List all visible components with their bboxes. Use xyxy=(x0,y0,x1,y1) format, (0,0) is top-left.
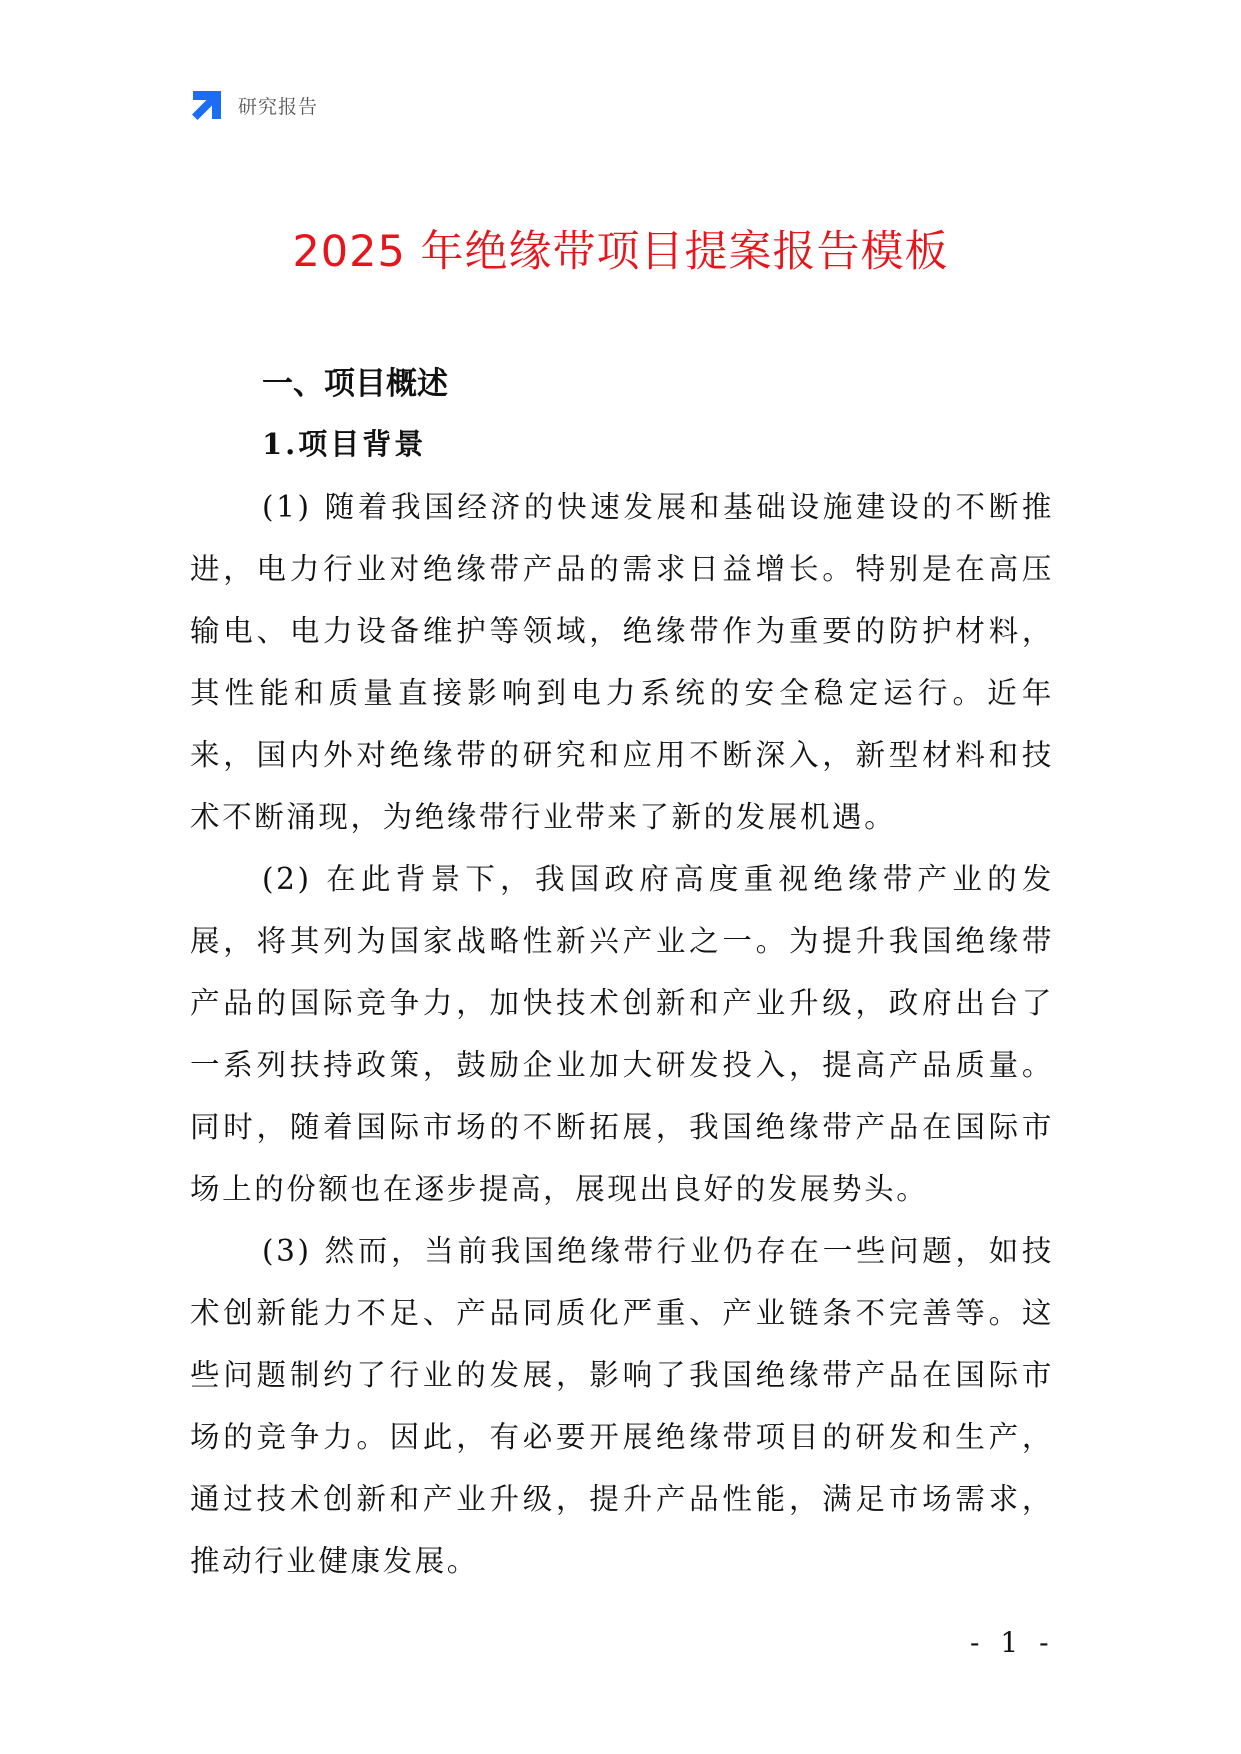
paragraph-1: (1) 随着我国经济的快速发展和基础设施建设的不断推进，电力行业对绝缘带产品的需求日益增长。特别是在高压输电、电力设备维护等领域，绝缘带作为重要的防护材料，其性能和质量直接影响到电力系统的安全稳定运行。近年来，国内外对绝缘带的研究和应用不断深入，新型材料和技术不断涌现，为绝缘带行业带来了新的发展机遇。 xyxy=(190,490,1054,834)
document-title: 2025 年绝缘带项目提案报告模板 xyxy=(292,227,949,277)
section-heading: 一、项目概述 xyxy=(262,366,448,402)
paragraph-2: (2) 在此背景下，我国政府高度重视绝缘带产业的发展，将其列为国家战略性新兴产业之一。为提升我国绝缘带产品的国际竞争力，加快技术创新和产业升级，政府出台了一系列扶持政策，鼓励企业加大研发投入，提高产品质量。同时，随着国际市场的不断拓展，我国绝缘带产品在国际市场上的份额也在逐步提高，展现出良好的发展势头。 xyxy=(190,862,1054,1206)
arrow-up-right-icon xyxy=(190,88,224,122)
paragraph-3: (3) 然而，当前我国绝缘带行业仍存在一些问题，如技术创新能力不足、产品同质化严重、产业链条不完善等。这些问题制约了行业的发展，影响了我国绝缘带产品在国际市场的竞争力。因此，有必要开展绝缘带项目的研发和生产，通过技术创新和产业升级，提升产品性能，满足市场需求，推动行业健康发展。 xyxy=(190,1234,1054,1578)
header-label: 研究报告 xyxy=(238,95,319,118)
report-header xyxy=(190,88,318,122)
sub-heading: 1.项目背景 xyxy=(262,427,427,461)
body-text xyxy=(190,476,1054,1592)
page-number: - 1 - xyxy=(970,1626,1055,1659)
